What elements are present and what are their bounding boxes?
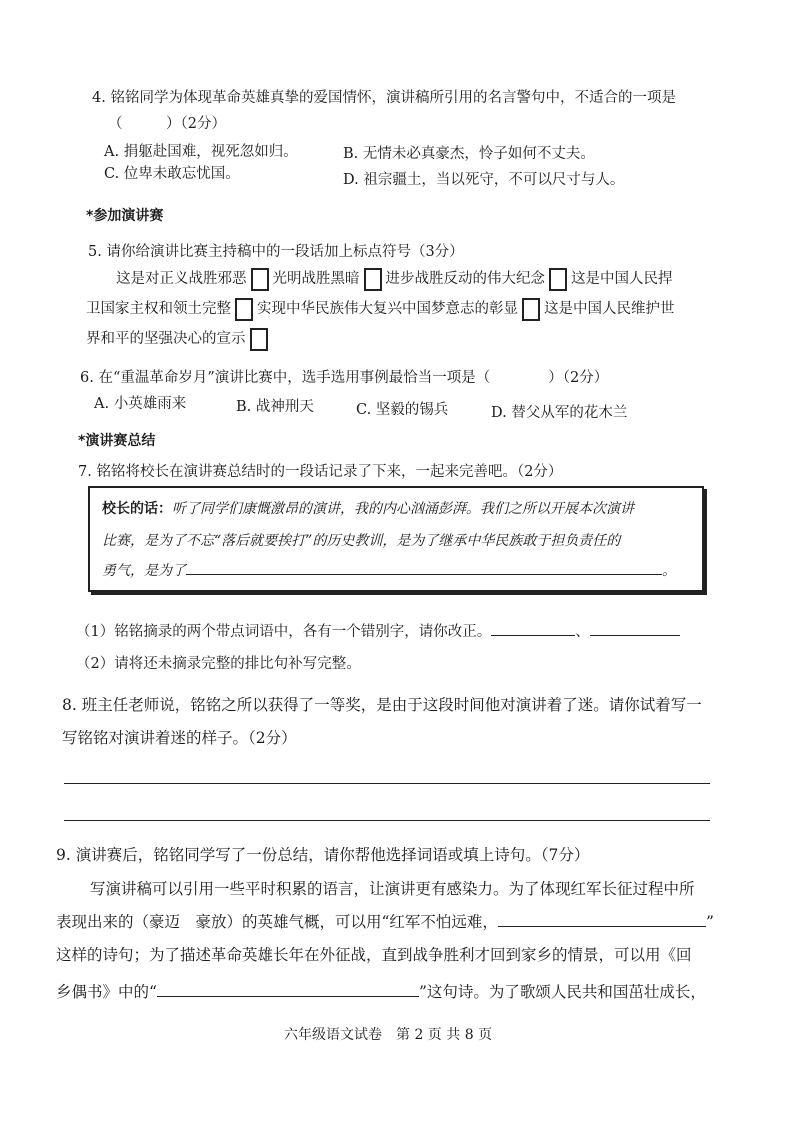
q4-option-a: A. 捐躯赴国难，视死忽如归。 xyxy=(104,144,298,160)
q6-option-d: D. 替父从军的花木兰 xyxy=(491,405,628,421)
q7-sub1-text: （1）铭铭摘录的两个带点词语中，各有一个错别字，请你改正。 xyxy=(76,624,492,640)
q9-para-line-4 xyxy=(56,980,706,1002)
q4-answer-paren: （ ）（2分） xyxy=(108,116,226,132)
q9-p2-text: 表现出来的（豪迈 豪放）的英雄气概，可以用“红军不怕远难， xyxy=(56,913,498,931)
punctuation-box[interactable] xyxy=(251,268,269,291)
quote-label: 校长的话： xyxy=(102,501,172,517)
q7-sub2: （2）请将还未摘录完整的排比句补写完整。 xyxy=(76,656,361,672)
punctuation-box[interactable] xyxy=(522,298,540,321)
q8-line2: 写铭铭对演讲着迷的样子。（2分） xyxy=(62,729,297,747)
q6-option-b: B. 战神刑天 xyxy=(236,399,314,415)
q5-line1 xyxy=(116,264,673,294)
q6-stem: 6. 在“重温革命岁月”演讲比赛中，选手选用事例最恰当一项是（ ）（2分） xyxy=(80,370,609,386)
section-heading-contest: *参加演讲赛 xyxy=(86,208,164,224)
q4-option-b: B. 无情未必真豪杰，怜子如何不丈夫。 xyxy=(343,146,595,162)
q5-seg1: 这是对正义战胜邪恶 xyxy=(116,271,247,287)
quote-line-2: 比赛，是为了不忘“落后就要挨打”的历史教训，是为了继承中华民族敢于担负责任的 xyxy=(102,533,621,549)
q9-para-line-1: 写演讲稿可以引用一些平时积累的语言，让演讲更有感染力。为了体现红军长征过程中所 xyxy=(90,880,695,898)
q8-answer-line-2[interactable] xyxy=(64,820,710,821)
q5-seg6: 实现中华民族伟大复兴中国梦意志的彰显 xyxy=(257,301,518,317)
q4-option-d: D. 祖宗疆土，当以死守，不可以尺寸与人。 xyxy=(343,172,625,188)
punctuation-box[interactable] xyxy=(364,268,382,291)
quote-line-1 xyxy=(102,498,634,518)
q6-option-a: A. 小英雄雨来 xyxy=(94,396,187,412)
quote-text-3: 勇气，是为了 xyxy=(102,563,186,579)
q5-seg8: 界和平的坚强决心的宣示 xyxy=(86,331,246,347)
q9-p4-rest: ”这句诗。为了歌颂人民共和国茁壮成长， xyxy=(418,983,706,1001)
q9-p4-text: 乡偶书》中的“ xyxy=(56,983,157,1001)
q4-stem: 4. 铭铭同学为体现革命英雄真挚的爱国情怀，演讲稿所引用的名言警句中，不适合的一项是 xyxy=(92,90,676,106)
q5-line3 xyxy=(86,324,272,354)
quote-line-3 xyxy=(102,560,676,580)
correction-blank-2[interactable] xyxy=(590,635,680,636)
q5-seg2: 光明战胜黑暗 xyxy=(272,271,360,287)
q7-sub1-sep: 、 xyxy=(575,624,590,640)
punctuation-box[interactable] xyxy=(235,298,253,321)
q9-stem: 9. 演讲赛后，铭铭同学写了一份总结，请你帮他选择词语或填上诗句。（7分） xyxy=(56,846,590,864)
punctuation-box[interactable] xyxy=(250,328,268,351)
q7-sub1 xyxy=(76,620,680,641)
q9-para-line-3: 这样的诗句；为了描述革命英雄长年在外征战，直到战争胜利才回到家乡的情景，可以用《回 xyxy=(56,946,692,964)
correction-blank-1[interactable] xyxy=(491,635,575,636)
q5-seg4: 这是中国人民捍 xyxy=(571,271,673,287)
poem-blank-1[interactable] xyxy=(498,926,706,927)
quote-answer-blank[interactable] xyxy=(186,574,662,575)
q7-stem: 7. 铭铭将校长在演讲赛总结时的一段话记录了下来，一起来完善吧。（2分） xyxy=(78,464,563,480)
q5-line2 xyxy=(86,294,675,324)
q5-seg7: 这是中国人民维护世 xyxy=(544,301,675,317)
q6-option-c: C. 坚毅的锡兵 xyxy=(356,402,449,418)
poem-blank-2[interactable] xyxy=(157,996,419,997)
q9-para-line-2 xyxy=(56,910,714,932)
q5-seg5: 卫国家主权和领土完整 xyxy=(86,301,231,317)
quote-end: 。 xyxy=(662,563,676,579)
q9-p2-close: ” xyxy=(705,913,714,931)
q8-line1: 8. 班主任老师说，铭铭之所以获得了一等奖，是由于这段时间他对演讲着了迷。请你试着写一 xyxy=(62,696,702,714)
q5-stem: 5. 请你给演讲比赛主持稿中的一段话加上标点符号（3分） xyxy=(88,244,464,260)
q4-option-c: C. 位卑未敢忘忧国。 xyxy=(104,166,240,182)
punctuation-box[interactable] xyxy=(549,268,567,291)
q5-seg3: 进步战胜反动的伟大纪念 xyxy=(385,271,545,287)
section-heading-summary: *演讲赛总结 xyxy=(78,433,156,449)
quote-text-1: 听了同学们康慨激昂的演讲，我的内心汹涌彭湃。我们之所以开展本次演讲 xyxy=(172,501,634,517)
q8-answer-line-1[interactable] xyxy=(64,783,710,784)
page-footer: 六年级语文试卷 第 2 页 共 8 页 xyxy=(284,1027,493,1043)
